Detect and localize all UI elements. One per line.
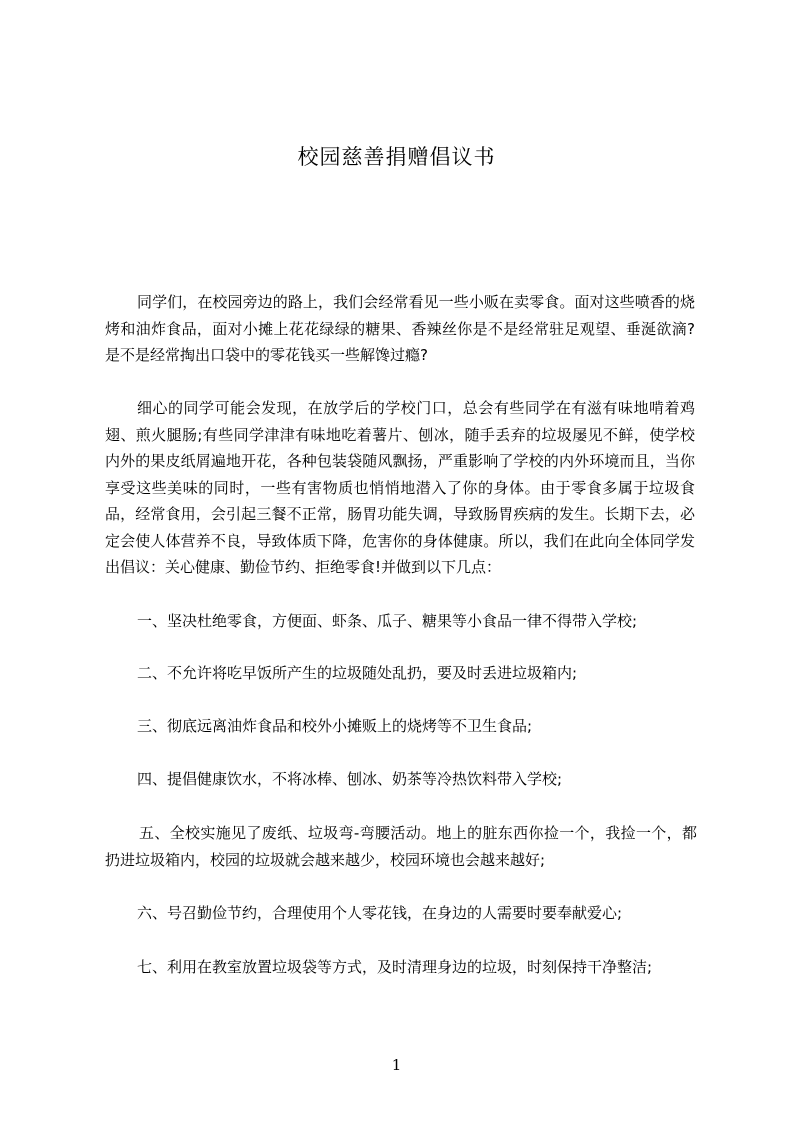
page-number: 1 [391,1056,402,1074]
paragraph-intro: 同学们，在校园旁边的路上，我们会经常看见一些小贩在卖零食。面对这些喷香的烧烤和油炸食品，面对小摊上花花绿绿的糖果、香辣丝你是不是经常驻足观望、垂涎欲滴?是不是经常掏出口袋中的零花钱买一些解馋过瘾? [105,293,695,364]
document-title: 校园慈善捐赠倡议书 [297,145,496,169]
list-item: 六、号召勤俭节约，合理使用个人零花钱，在身边的人需要时要奉献爱心; [137,904,623,922]
paragraph-observation: 细心的同学可能会发现，在放学后的学校门口，总会有些同学在有滋有味地啃着鸡翅、煎火腿肠;有些同学津津有味地吃着薯片、刨冰，随手丢弃的垃圾屡见不鲜，使学校内外的果皮纸屑遍地开花，各种包装袋随风飘扬，严重影响了学校的内外环境而且，当你享受这些美味的同时，一些有害物质也悄悄地潜入了你的身体。由于零食多属于垃圾食品，经常食用，会引起三餐不正常，肠胃功能失调，导致肠胃疾病的发生。长期下去，必定会使人体营养不良，导致体质下降，危害你的身体健康。所以，我们在此向全体同学发出倡议：关心健康、勤俭节约、拒绝零食!并做到以下几点： [105,399,695,576]
list-item: 四、提倡健康饮水，不将冰棒、刨冰、奶茶等冷热饮料带入学校; [137,770,563,788]
list-item: 七、利用在教室放置垃圾袋等方式，及时清理身边的垃圾，时刻保持干净整洁; [137,958,653,976]
list-item: 一、坚决杜绝零食，方便面、虾条、瓜子、糖果等小食品一律不得带入学校; [137,612,638,630]
list-item: 二、不允许将吃早饭所产生的垃圾随处乱扔，要及时丢进垃圾箱内; [137,664,578,682]
list-item: 五、全校实施见了废纸、垃圾弯-弯腰活动。地上的脏东西你捡一个，我捡一个，都扔进垃圾箱内，校园的垃圾就会越来越少，校园环境也会越来越好; [105,824,697,869]
list-item: 三、彻底远离油炸食品和校外小摊贩上的烧烤等不卫生食品; [137,717,533,735]
